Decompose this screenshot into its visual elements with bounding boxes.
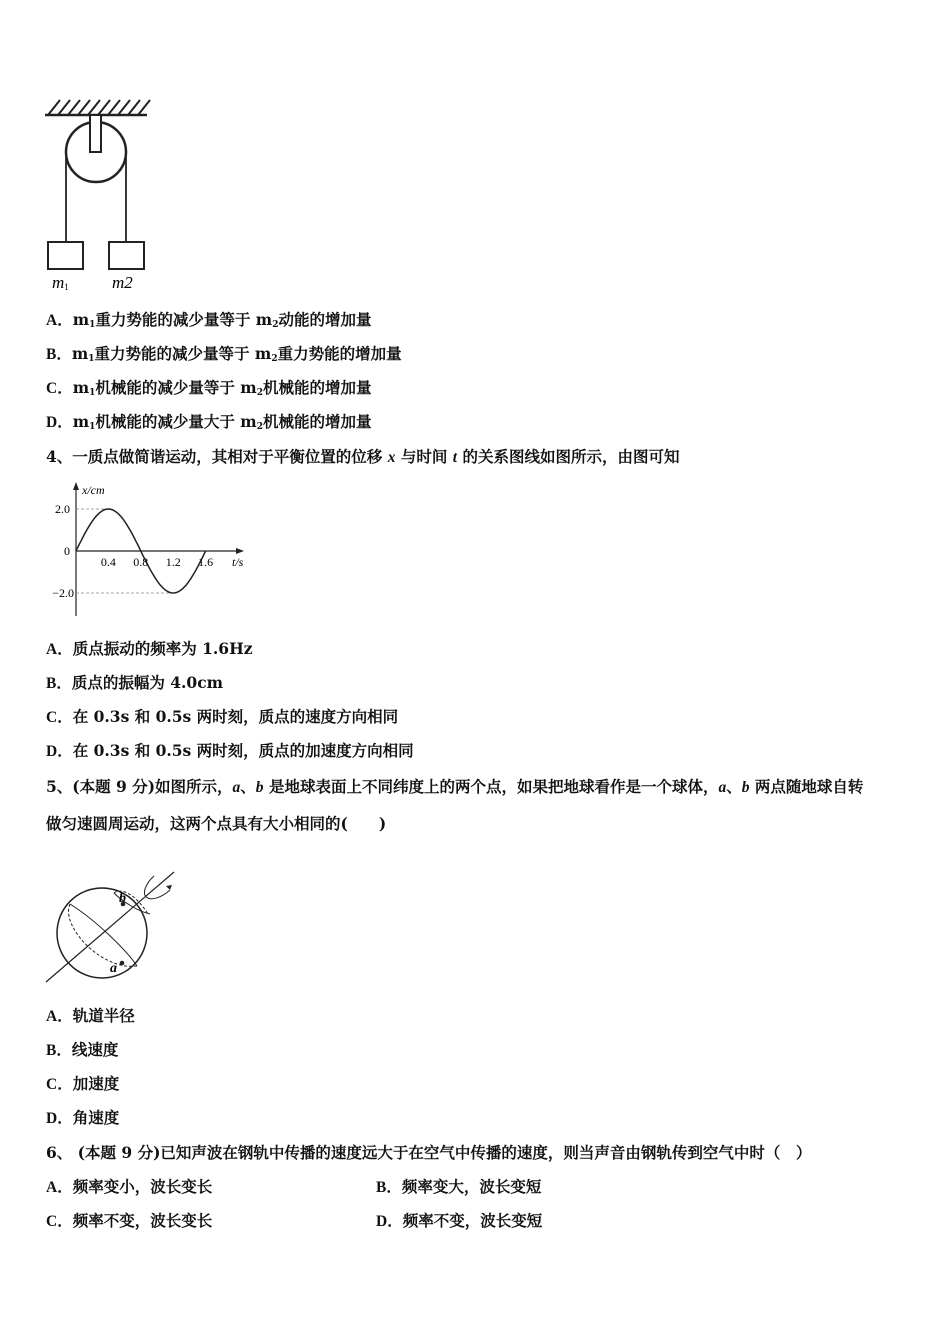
q3-option-d[interactable]: D．$m_1$机械能的减少量大于 $m_2$机械能的增加量 — [46, 412, 372, 432]
earth-figure — [42, 866, 182, 986]
mass-m2-block — [109, 242, 144, 269]
q4-stem: 4、一质点做简谐运动，其相对于平衡位置的位移 x 与时间 t 的关系图线如图所示，由图可知 — [46, 447, 680, 466]
earth-sphere — [57, 888, 147, 978]
x-tick-0-4: 0.4 — [100, 555, 116, 569]
shm-graph — [44, 478, 254, 618]
y-axis-label: x/cm — [82, 483, 105, 497]
q6-option-d[interactable]: D．频率不变，波长变短 — [376, 1211, 543, 1230]
q6-option-a[interactable]: A．频率变小，波长变长 — [46, 1177, 213, 1196]
point-a — [120, 961, 125, 966]
x-tick-1-2: 1.2 — [165, 555, 181, 569]
mass-m1-block — [48, 242, 83, 269]
x-tick-0-8: 0.8 — [133, 555, 149, 569]
pulley-figure — [40, 92, 170, 292]
x-tick-1-6: 1.6 — [198, 555, 214, 569]
q6-stem: 6、 (本题 9 分)已知声波在钢轨中传播的速度远大于在空气中传播的速度，则当声音由钢轨传到空气中时（ ） — [46, 1143, 812, 1162]
y-tick-origin: 0 — [64, 544, 70, 558]
q6-option-c[interactable]: C．频率不变，波长变长 — [46, 1211, 213, 1230]
pulley-bracket — [90, 115, 101, 152]
mass-m2-label: m2 — [112, 273, 133, 292]
q5-option-c[interactable]: C．加速度 — [46, 1074, 120, 1093]
point-a-label: a — [110, 961, 117, 976]
ceiling-hatch — [48, 100, 150, 115]
q6-option-b[interactable]: B．频率变大，波长变短 — [376, 1177, 542, 1196]
q5-option-a[interactable]: A．轨道半径 — [46, 1006, 135, 1025]
q5-stem-line2: 做匀速圆周运动，这两个点具有大小相同的( ) — [46, 814, 387, 833]
q3-option-c[interactable]: C．$m_1$机械能的减少量等于 $m_2$机械能的增加量 — [46, 378, 372, 398]
q4-option-a[interactable]: A．质点振动的频率为 1.6Hz — [46, 639, 253, 658]
q5-stem-line1: 5、(本题 9 分)如图所示，a、b 是地球表面上不同纬度上的两个点，如果把地球看作是一个球体，a、b 两点随地球自转 — [46, 777, 864, 796]
point-b-label: b — [119, 891, 126, 906]
y-tick-bottom: −2.0 — [52, 586, 74, 600]
q4-option-c[interactable]: C．在 0.3s 和 0.5s 两时刻，质点的速度方向相同 — [46, 707, 399, 726]
q3-option-a[interactable]: A．$m_1$重力势能的减少量等于 $m_2$动能的增加量 — [46, 310, 372, 330]
q4-option-b[interactable]: B．质点的振幅为 4.0cm — [46, 673, 224, 692]
q5-option-b[interactable]: B．线速度 — [46, 1040, 119, 1059]
q3-option-b[interactable]: B．$m_1$重力势能的减少量等于 $m_2$重力势能的增加量 — [46, 344, 402, 364]
y-tick-top: 2.0 — [55, 502, 70, 516]
x-axis-label: t/s — [232, 555, 244, 569]
q5-option-d[interactable]: D．角速度 — [46, 1108, 120, 1127]
mass-m1-label: m1 — [52, 273, 69, 292]
q4-option-d[interactable]: D．在 0.3s 和 0.5s 两时刻，质点的加速度方向相同 — [46, 741, 414, 760]
x-axis-arrow — [236, 548, 244, 554]
y-axis-arrow — [73, 482, 79, 490]
